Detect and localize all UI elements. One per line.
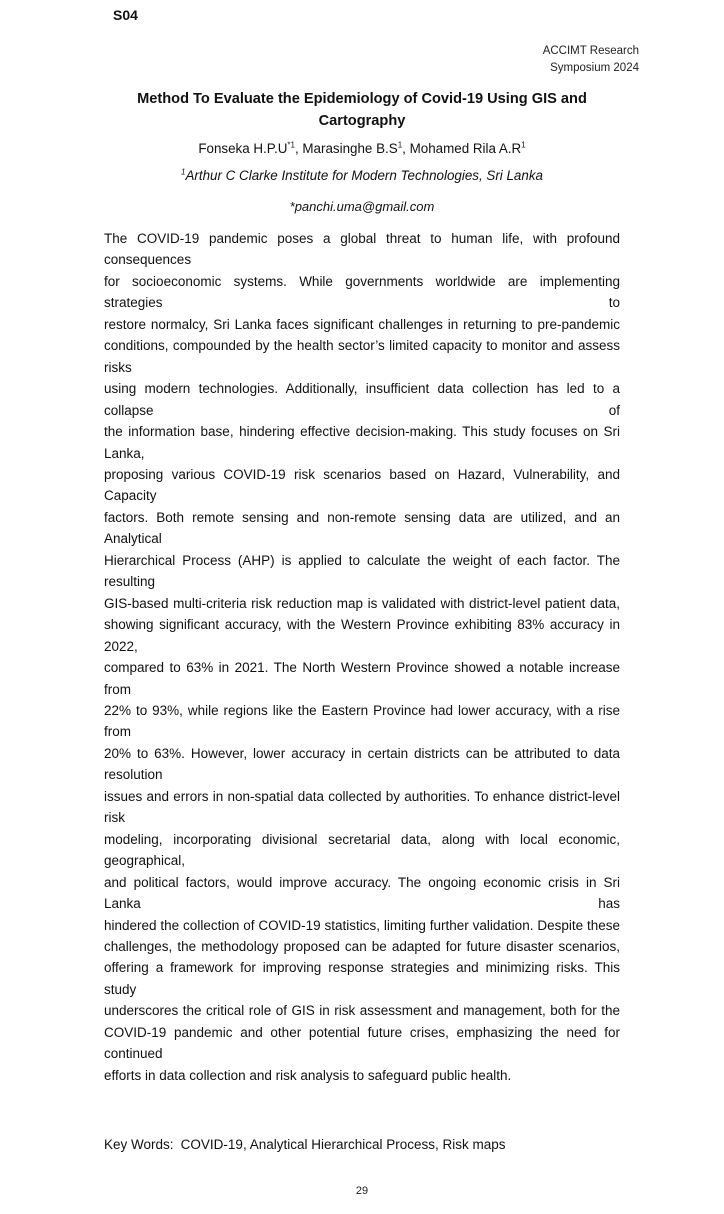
paper-title [96, 88, 628, 132]
paper-title-line1: Method To Evaluate the Epidemiology of Covid-19 Using GIS and [137, 91, 587, 107]
author-name: Marasinghe B.S [302, 141, 398, 156]
abstract-line: The COVID-19 pandemic poses a global threat to human life, with profound consequences [104, 231, 620, 268]
author-marker: 1 [521, 140, 526, 150]
abstract-line: restore normalcy, Sri Lanka faces significant challenges in returning to pre-pandemic [104, 316, 620, 332]
author-name: Fonseka H.P.U [198, 141, 288, 156]
abstract-line: proposing various COVID-19 risk scenarios based on Hazard, Vulnerability, and Capacity [104, 466, 620, 504]
corresponding-email[interactable]: *panchi.uma@gmail.com [289, 199, 435, 214]
keywords-list: COVID-19, Analytical Hierarchical Process, Risk maps [180, 1137, 506, 1153]
keywords-label: Key Words: [104, 1137, 174, 1153]
abstract-line: and political factors, would improve accuracy. The ongoing economic crisis in Sri Lanka has [104, 874, 620, 912]
abstract-line: for socioeconomic systems. While governments worldwide are implementing strategies to [104, 273, 620, 311]
page-number: 29 [355, 1185, 369, 1197]
abstract-line: issues and errors in non-spatial data collected by authorities. To enhance district-level risk [104, 788, 620, 826]
abstract-line: hindered the collection of COVID-19 statistics, limiting further validation. Despite these [104, 917, 620, 933]
conference-name-line1: ACCIMT Research [542, 45, 639, 57]
conference-name [543, 43, 639, 77]
abstract-line: efforts in data collection and risk analysis to safeguard public health. [104, 1067, 512, 1083]
abstract-line: showing significant accuracy, with the Western Province exhibiting 83% accuracy in 2022, [104, 617, 620, 654]
abstract-line: COVID-19 pandemic and other potential future crises, emphasizing the need for continued [104, 1024, 620, 1062]
abstract-line: using modern technologies. Additionally, insufficient data collection has led to a collapse of [104, 381, 620, 418]
abstract-line: 20% to 63%. However, lower accuracy in certain districts can be attributed to data resolution [104, 745, 620, 783]
session-code: S04 [113, 7, 138, 23]
abstract-line: Hierarchical Process (AHP) is applied to calculate the weight of each factor. The resulting [104, 552, 620, 590]
paper-title-line2: Cartography [318, 113, 406, 129]
author-marker: 1 [397, 140, 403, 150]
abstract-line: compared to 63% in 2021. The North Western Province showed a notable increase from [104, 660, 620, 697]
author-list [96, 140, 628, 158]
keywords [104, 1136, 620, 1154]
abstract-line: conditions, compounded by the health sector’s limited capacity to monitor and assess risks [104, 338, 620, 375]
abstract-line: GIS-based multi-criteria risk reduction map is validated with district-level patient data, [104, 595, 620, 611]
affiliation-marker: 1 [181, 167, 186, 177]
abstract-line: challenges, the methodology proposed can be adapted for future disaster scenarios, [104, 938, 620, 954]
abstract-line: factors. Both remote sensing and non-remote sensing data are utilized, and an Analytical [104, 509, 620, 547]
abstract-line: 22% to 93%, while regions like the Eastern Province had lower accuracy, with a rise from [104, 702, 620, 740]
author-marker: *1 [287, 140, 295, 150]
abstract-line: the information base, hindering effective decision-making. This study focuses on Sri Lanka, [104, 424, 620, 461]
affiliation [96, 167, 628, 185]
author-name: Mohamed Rila A.R [409, 141, 522, 156]
abstract-body [104, 228, 620, 1086]
paper-content [96, 88, 628, 1154]
abstract-line: modeling, incorporating divisional secretarial data, along with local economic, geographical, [104, 831, 620, 869]
author-separator: , [402, 141, 410, 156]
author-separator: , [294, 141, 303, 156]
affiliation-text: Arthur C Clarke Institute for Modern Technologies, Sri Lanka [185, 168, 543, 183]
abstract-line: offering a framework for improving response strategies and minimizing risks. This study [104, 960, 620, 997]
conference-name-line2: Symposium 2024 [550, 62, 639, 74]
abstract-line: underscores the critical role of GIS in risk assessment and management, both for the [104, 1003, 620, 1019]
